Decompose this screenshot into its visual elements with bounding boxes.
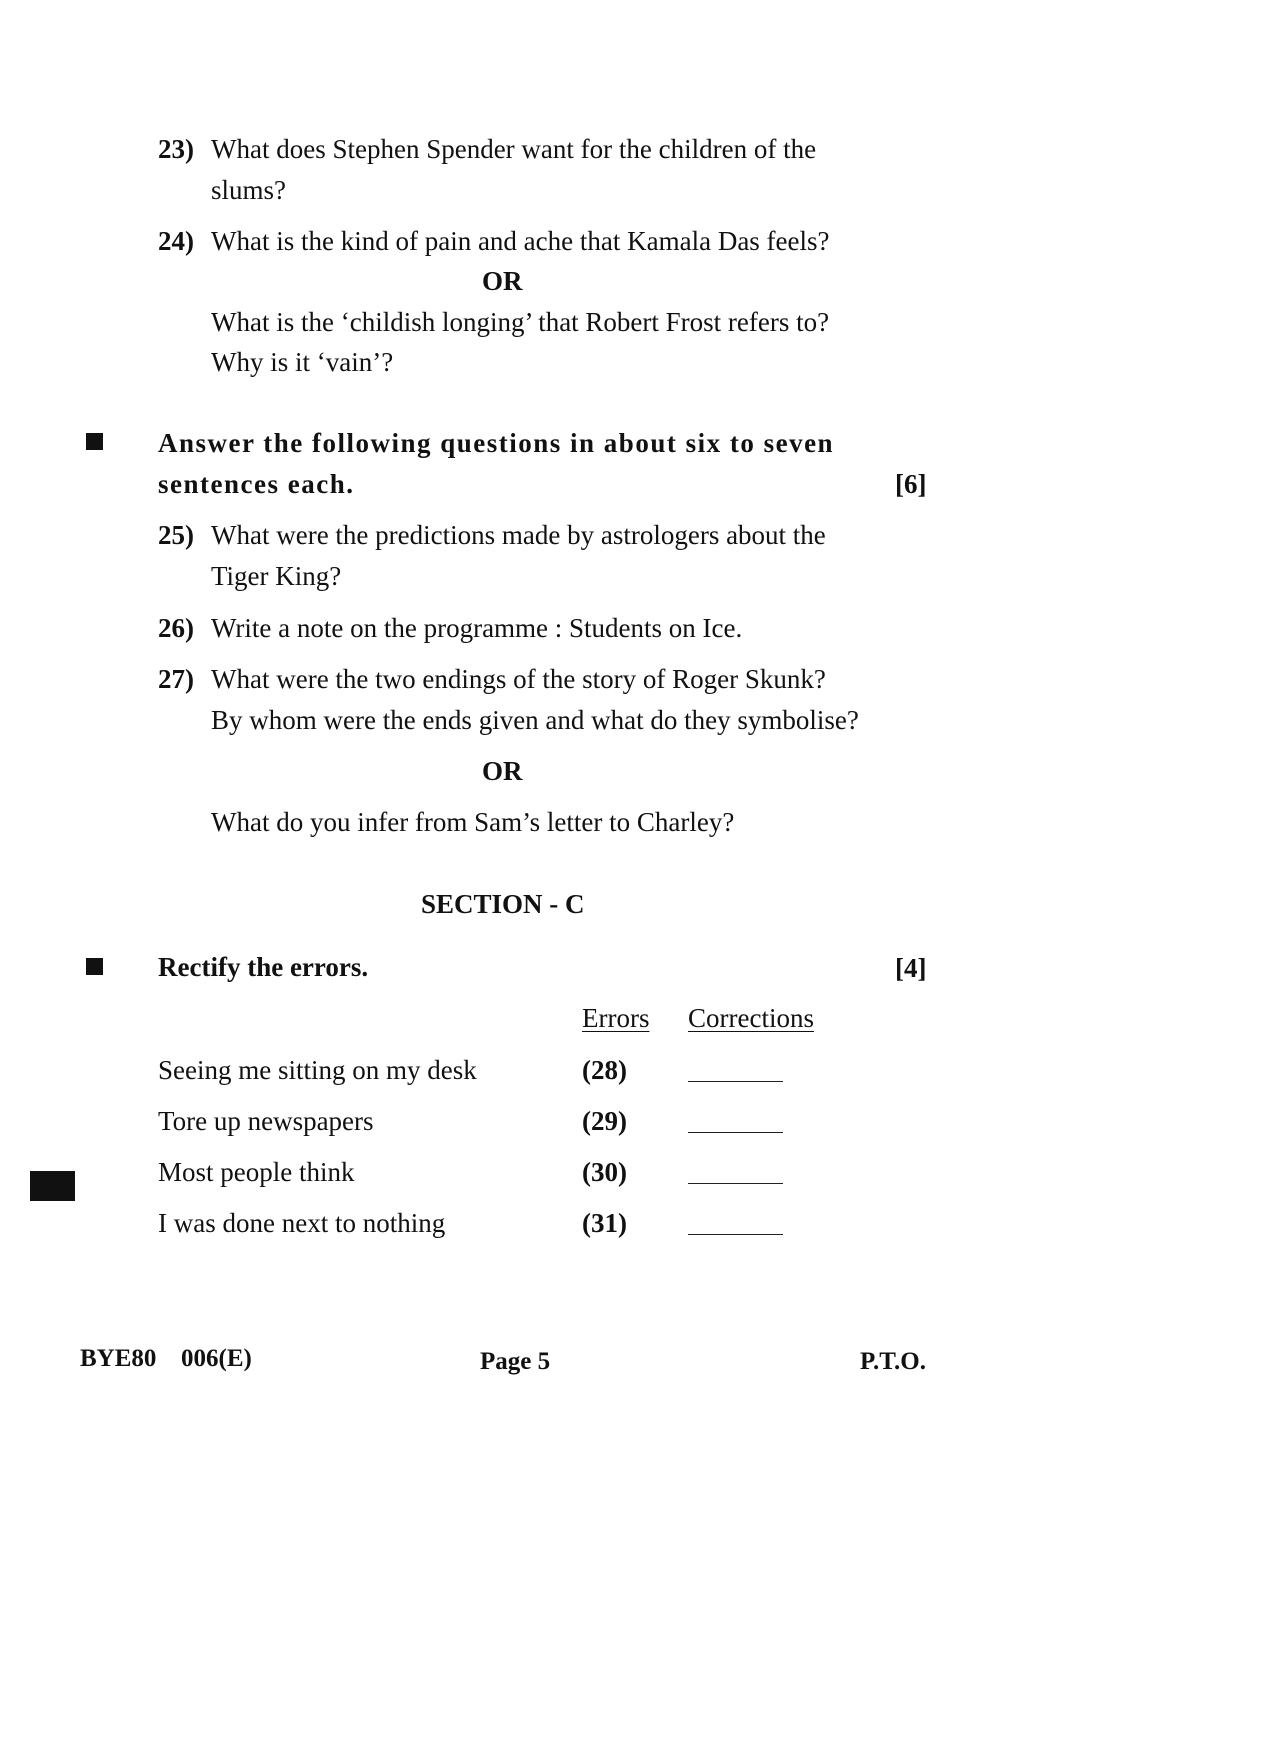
correction-blank (688, 1081, 783, 1082)
error-number: (30) (582, 1157, 627, 1187)
question-text-alt: Why is it ‘vain’? (211, 347, 394, 377)
error-sentence: Tore up newspapers (158, 1106, 374, 1136)
question-text: What were the predictions made by astrologers about the (211, 520, 826, 550)
question-text: Tiger King? (211, 561, 342, 591)
error-sentence: Seeing me sitting on my desk (158, 1055, 477, 1085)
question-text: By whom were the ends given and what do they symbolise? (211, 705, 859, 735)
registration-mark (30, 1171, 75, 1201)
correction-blank (688, 1132, 783, 1133)
section-bullet (86, 433, 103, 450)
section-bullet (86, 958, 103, 975)
section-instruction: Rectify the errors. (158, 952, 369, 982)
question-number: 24) (158, 226, 194, 256)
question-text: slums? (211, 175, 287, 205)
error-number: (31) (582, 1208, 627, 1238)
section-marks: [4] (895, 953, 927, 983)
error-sentence: Most people think (158, 1157, 355, 1187)
question-text-alt: What is the ‘childish longing’ that Robert Frost refers to? (211, 307, 830, 337)
error-number: (28) (582, 1055, 627, 1085)
question-text: What does Stephen Spender want for the children of the (211, 134, 817, 164)
section-instruction: Answer the following questions in about six to seven (158, 428, 835, 458)
or-divider: OR (482, 266, 523, 296)
section-instruction: sentences each. (158, 469, 355, 499)
or-divider: OR (482, 756, 523, 786)
section-title: SECTION - C (421, 889, 585, 919)
question-number: 27) (158, 664, 194, 694)
correction-blank (688, 1183, 783, 1184)
pto-label: P.T.O. (860, 1348, 926, 1375)
error-sentence: I was done next to nothing (158, 1208, 446, 1238)
correction-blank (688, 1234, 783, 1235)
page-number: Page 5 (480, 1348, 551, 1375)
question-text: What is the kind of pain and ache that Kamala Das feels? (211, 226, 830, 256)
error-number: (29) (582, 1106, 627, 1136)
question-text: What were the two endings of the story of Roger Skunk? (211, 664, 826, 694)
errors-column-header: Errors (582, 1003, 650, 1033)
question-number: 25) (158, 520, 194, 550)
question-text: Write a note on the programme : Students on Ice. (211, 613, 743, 643)
question-text-alt: What do you infer from Sam’s letter to Charley? (211, 807, 735, 837)
question-number: 23) (158, 134, 194, 164)
footer-code: BYE80 (80, 1345, 157, 1372)
question-number: 26) (158, 613, 194, 643)
corrections-column-header: Corrections (688, 1003, 814, 1033)
section-marks: [6] (895, 469, 927, 499)
footer-paper: 006(E) (181, 1345, 252, 1372)
